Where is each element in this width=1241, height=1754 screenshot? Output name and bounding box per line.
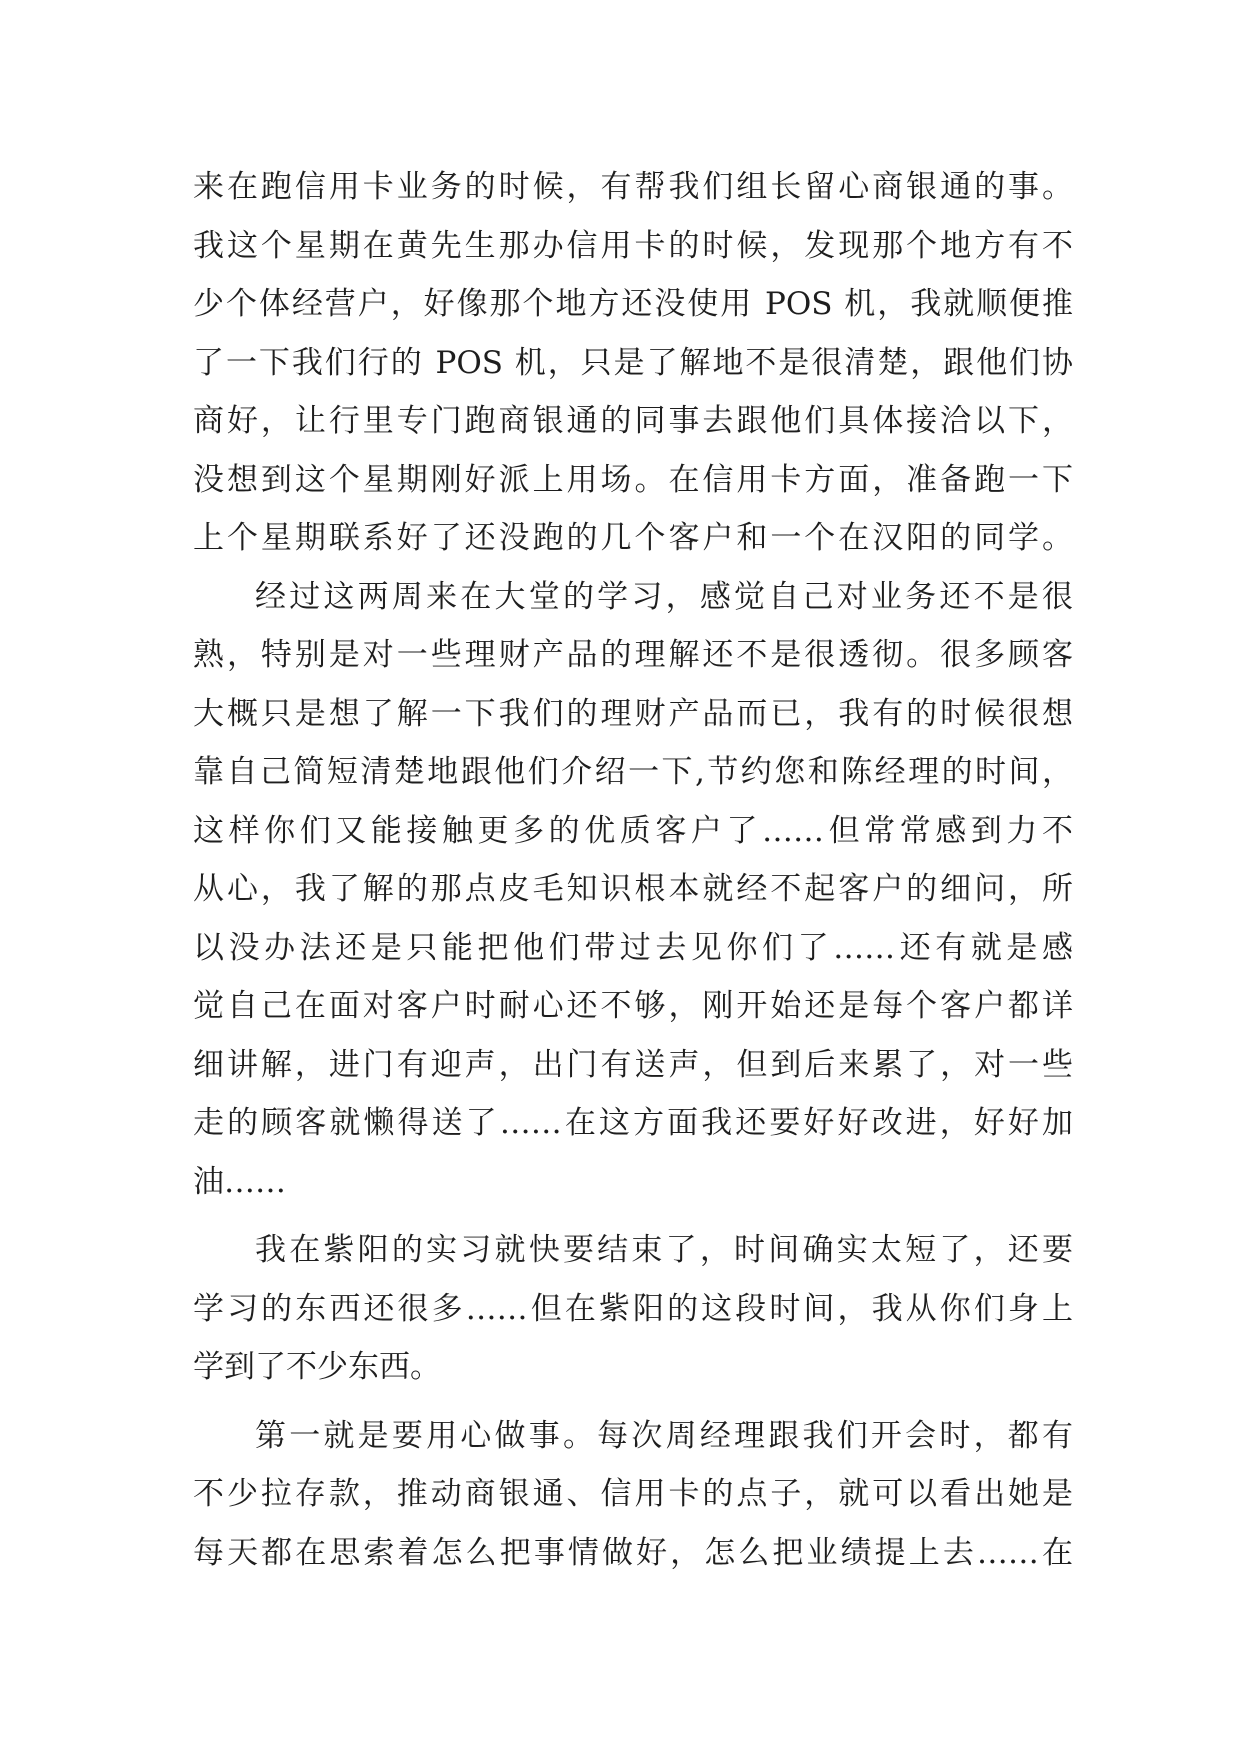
text-line: 上个星期联系好了还没跑的几个客户和一个在汉阳的同学。 xyxy=(193,520,1073,556)
text-line: 走的顾客就懒得送了……在这方面我还要好好改进，好好加 xyxy=(193,1105,1073,1141)
text-line: 每天都在思索着怎么把事情做好，怎么把业绩提上去……在 xyxy=(193,1534,1073,1571)
text-line: 觉自己在面对客户时耐心还不够，刚开始还是每个客户都详 xyxy=(193,988,1073,1024)
text-line: 不少拉存款，推动商银通、信用卡的点子，就可以看出她是 xyxy=(193,1476,1073,1512)
text-line: 商好，让行里专门跑商银通的同事去跟他们具体接洽以下， xyxy=(193,403,1073,439)
text-line: 细讲解，进门有迎声，出门有送声，但到后来累了，对一些 xyxy=(193,1046,1073,1083)
text-line: 靠自己简短清楚地跟他们介绍一下,节约您和陈经理的时间， xyxy=(193,754,1073,790)
text-line: 学到了不少东西。 xyxy=(193,1349,441,1385)
text-line: 油…… xyxy=(193,1163,286,1200)
text-line: 大概只是想了解一下我们的理财产品而已，我有的时候很想 xyxy=(193,695,1073,732)
text-line: 少个体经营户，好像那个地方还没使用 POS 机，我就顺便推 xyxy=(193,286,1073,322)
text-line: 经过这两周来在大堂的学习，感觉自己对业务还不是很 xyxy=(255,578,1073,615)
document-body xyxy=(193,158,1073,1582)
text-line: 我这个星期在黄先生那办信用卡的时候，发现那个地方有不 xyxy=(193,227,1073,264)
text-line: 学习的东西还很多……但在紫阳的这段时间，我从你们身上 xyxy=(193,1290,1073,1327)
text-line: 熟，特别是对一些理财产品的理解还不是很透彻。很多顾客 xyxy=(193,637,1073,673)
text-line: 第一就是要用心做事。每次周经理跟我们开会时，都有 xyxy=(255,1417,1073,1454)
text-line: 来在跑信用卡业务的时候，有帮我们组长留心商银通的事。 xyxy=(193,169,1073,205)
text-line: 了一下我们行的 POS 机，只是了解地不是很清楚，跟他们协 xyxy=(193,344,1073,381)
text-line: 以没办法还是只能把他们带过去见你们了……还有就是感 xyxy=(193,929,1073,966)
text-line: 这样你们又能接触更多的优质客户了……但常常感到力不 xyxy=(193,812,1073,849)
text-line: 从心，我了解的那点皮毛知识根本就经不起客户的细问，所 xyxy=(193,871,1073,907)
text-line: 没想到这个星期刚好派上用场。在信用卡方面，准备跑一下 xyxy=(193,461,1073,498)
paragraph-gap xyxy=(193,1211,1073,1221)
text-line: 我在紫阳的实习就快要结束了，时间确实太短了，还要 xyxy=(255,1232,1073,1268)
paragraph-gap xyxy=(193,1397,1073,1407)
